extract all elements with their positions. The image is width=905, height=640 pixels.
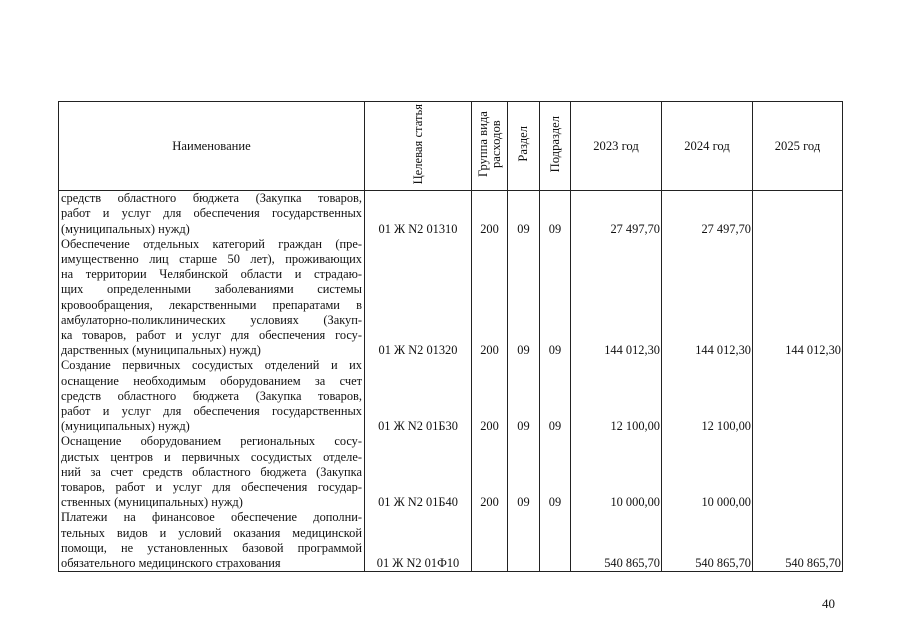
- row-target-article: 01 Ж N2 01Б40: [365, 434, 472, 510]
- row-section: [508, 510, 540, 571]
- header-year-2025: 2025 год: [753, 102, 843, 191]
- row-amount-2024: 10 000,00: [662, 434, 753, 510]
- row-target-article: 01 Ж N2 01Б30: [365, 358, 472, 434]
- row-name-line: ственных (муниципальных) нужд): [61, 495, 243, 510]
- row-name-line: Оснащение оборудованием региональных сосу-: [61, 434, 362, 449]
- row-target-article: 01 Ж N2 01310: [365, 191, 472, 237]
- row-name-line: (муниципальных) нужд): [61, 419, 190, 434]
- table-row: [59, 434, 843, 510]
- row-name-line: Создание первичных сосудистых отделений и их: [61, 358, 362, 373]
- budget-table: [58, 101, 843, 572]
- table-header-row: [59, 102, 843, 191]
- row-name-line: дистых центров и первичных сосудистых отделе-: [61, 449, 362, 464]
- row-subsection: 09: [540, 237, 571, 359]
- row-target-article: 01 Ж N2 01320: [365, 237, 472, 359]
- row-name-line: Обеспечение отдельных категорий граждан (пре-: [61, 236, 362, 251]
- row-name: [59, 510, 365, 571]
- row-amount-2023: 12 100,00: [571, 358, 662, 434]
- row-expense-group: 200: [472, 358, 508, 434]
- row-amount-2025: [753, 191, 843, 237]
- row-subsection: 09: [540, 434, 571, 510]
- row-amount-2025: 540 865,70: [753, 510, 843, 571]
- row-amount-2024: 144 012,30: [662, 237, 753, 359]
- row-section: 09: [508, 434, 540, 510]
- row-name-line: амбулаторно-поликлинических условиях (Закуп-: [61, 312, 362, 327]
- header-year-2024: 2024 год: [662, 102, 753, 191]
- row-name-line: ний за счет средств областного бюджета (Закупка: [61, 464, 362, 479]
- table-row: [59, 237, 843, 359]
- table-row: [59, 510, 843, 571]
- row-section: 09: [508, 358, 540, 434]
- header-subsection: Подраздел: [540, 102, 571, 191]
- row-name-line: щих определенными заболеваниями системы: [61, 282, 362, 297]
- table-body: [59, 191, 843, 572]
- row-name-line: товаров, работ и услуг для обеспечения государ-: [61, 480, 362, 495]
- row-name-line: ка товаров, работ и услуг для обеспечения госу-: [61, 328, 362, 343]
- header-year-2023: 2023 год: [571, 102, 662, 191]
- header-section: Раздел: [508, 102, 540, 191]
- header-target-article: Целевая статья: [365, 102, 472, 191]
- row-expense-group: 200: [472, 434, 508, 510]
- row-amount-2024: 12 100,00: [662, 358, 753, 434]
- row-amount-2023: 27 497,70: [571, 191, 662, 237]
- row-name-line: работ и услуг для обеспечения государственных: [61, 206, 362, 221]
- row-amount-2023: 144 012,30: [571, 237, 662, 359]
- row-name-line: дарственных (муниципальных) нужд): [61, 343, 261, 358]
- row-amount-2024: 540 865,70: [662, 510, 753, 571]
- row-expense-group: [472, 510, 508, 571]
- row-name-line: средств областного бюджета (Закупка товаров,: [61, 388, 362, 403]
- row-section: 09: [508, 191, 540, 237]
- row-name-line: (муниципальных) нужд): [61, 221, 190, 236]
- row-amount-2024: 27 497,70: [662, 191, 753, 237]
- row-amount-2025: [753, 434, 843, 510]
- row-expense-group: 200: [472, 237, 508, 359]
- page-number: 40: [822, 596, 835, 611]
- row-name-line: кровообращения, лекарственными препаратами в: [61, 297, 362, 312]
- row-target-article: 01 Ж N2 01Ф10: [365, 510, 472, 571]
- row-name-line: обязательного медицинского страхования: [61, 556, 281, 571]
- row-name: [59, 237, 365, 359]
- row-name-line: имущественно лиц старше 50 лет), проживающих: [61, 252, 362, 267]
- row-amount-2023: 540 865,70: [571, 510, 662, 571]
- row-name-line: на территории Челябинской области и страдаю-: [61, 267, 362, 282]
- table-row: [59, 358, 843, 434]
- row-section: 09: [508, 237, 540, 359]
- row-name: [59, 358, 365, 434]
- row-amount-2023: 10 000,00: [571, 434, 662, 510]
- row-name-line: оснащение необходимым оборудованием за счет: [61, 373, 362, 388]
- row-expense-group: 200: [472, 191, 508, 237]
- row-subsection: 09: [540, 191, 571, 237]
- header-name: Наименование: [59, 102, 365, 191]
- row-name-line: помощи, не установленных базовой программой: [61, 540, 362, 555]
- row-subsection: 09: [540, 358, 571, 434]
- table-row: [59, 191, 843, 237]
- row-amount-2025: [753, 358, 843, 434]
- row-name: [59, 434, 365, 510]
- row-amount-2025: 144 012,30: [753, 237, 843, 359]
- row-name-line: средств областного бюджета (Закупка товаров,: [61, 191, 362, 206]
- row-name: [59, 191, 365, 237]
- row-name-line: тельных видов и условий оказания медицинской: [61, 525, 362, 540]
- row-subsection: [540, 510, 571, 571]
- row-name-line: Платежи на финансовое обеспечение дополни-: [61, 510, 362, 525]
- row-name-line: работ и услуг для обеспечения государственных: [61, 404, 362, 419]
- header-expense-group: Группа вида расходов: [472, 102, 508, 191]
